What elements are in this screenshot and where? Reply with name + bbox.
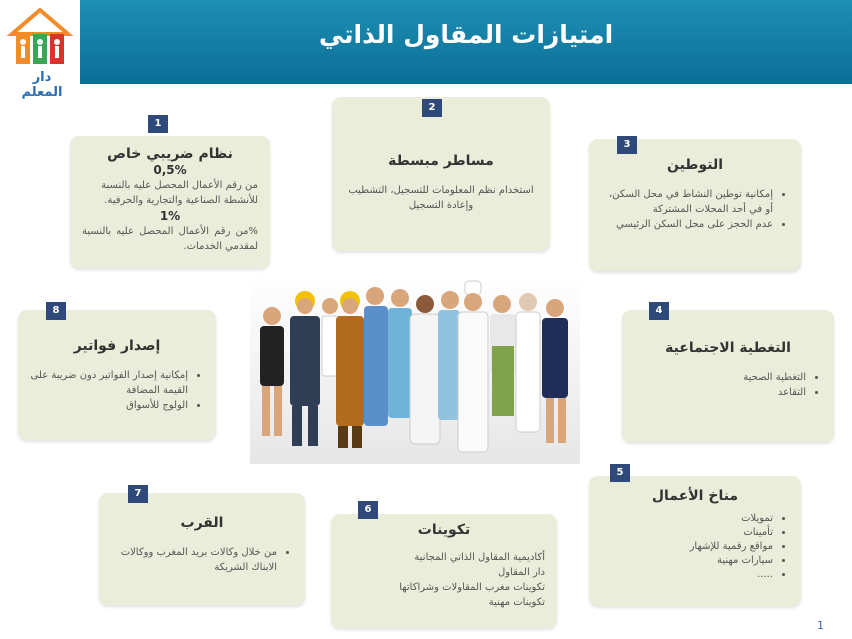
tax-rate-1: 0,5% (153, 163, 187, 177)
card-title: تكوينات (417, 522, 471, 538)
list-item: • إمكانية توطين النشاط في محل السكن، أو في أحد المحلات المشتركة (601, 187, 773, 217)
card-simplified-procedures (332, 97, 550, 251)
card-proximity (99, 493, 305, 605)
card-title: التغطية الاجتماعية (665, 340, 791, 356)
page-title: امتيازات المقاول الذاتي (318, 20, 614, 49)
card-invoicing (18, 310, 216, 440)
list-item: • تأمينات (601, 526, 773, 540)
card-text: استخدام نظم المعلومات للتسجيل، التشطيب وإعادة التسجيل (348, 185, 534, 211)
workers-group-image (250, 276, 580, 464)
list-item: • سيارات مهنية (601, 554, 773, 568)
card-title: مناخ الأعمال (651, 488, 739, 504)
logo (4, 4, 76, 100)
card-number-1: 1 (148, 115, 168, 133)
card-social-coverage (622, 310, 834, 442)
list-item: • مواقع رقمية للإشهار (601, 540, 773, 554)
card-domiciliation (589, 139, 801, 271)
list-item: • التقاعد (634, 385, 806, 400)
card-number-8: 8 (46, 302, 66, 320)
card-title: نظام ضريبي خاص (107, 146, 233, 162)
list-item: تكوينات مهنية (488, 597, 545, 608)
list-item: • إمكانية إصدار الفواتير دون ضريبة على القيمة المضافة (30, 368, 188, 398)
card-title: مساطر مبسطة (388, 153, 494, 169)
list-item: • عدم الحجز على محل السكن الرئيسي (601, 217, 773, 232)
card-number-7: 7 (128, 485, 148, 503)
list-item: • من خلال وكالات بريد المغرب ووكالات الابناك الشريكة (111, 545, 277, 575)
header-banner (80, 0, 852, 84)
card-number-5: 5 (610, 464, 630, 482)
card-title: التوطين (666, 157, 724, 173)
logo-graphic-icon (4, 4, 76, 70)
card-trainings (331, 514, 557, 628)
tax-rate-2: 1% (159, 209, 181, 223)
page-number: 1 (817, 619, 824, 632)
tax-text-1: من رقم الأعمال المحصل عليه بالنسبة للأنشطة الصناعية والتجارية والحرفية. (101, 180, 258, 206)
card-number-6: 6 (358, 501, 378, 519)
card-number-2: 2 (422, 99, 442, 117)
card-tax-regime (70, 136, 270, 268)
list-item: تكوينات مغرب المقاولات وشراكاتها (399, 582, 545, 593)
list-item: • الولوج للأسواق (30, 398, 188, 413)
tax-text-2: %من رقم الأعمال المحصل عليه بالنسبة لمقدمي الخدمات. (82, 226, 258, 252)
card-number-3: 3 (617, 136, 637, 154)
card-number-4: 4 (649, 302, 669, 320)
logo-text: دار المعلم (21, 70, 63, 100)
list-item: • تمويلات (601, 512, 773, 526)
list-item: • ..... (601, 568, 773, 582)
card-title: إصدار فواتير (73, 338, 161, 354)
list-item: أكاديمية المقاول الذاتي المجانية (414, 552, 545, 563)
list-item: دار المقاول (497, 567, 545, 578)
list-item: • التغطية الصحية (634, 370, 806, 385)
card-business-climate (589, 476, 801, 606)
card-title: القرب (180, 515, 224, 531)
